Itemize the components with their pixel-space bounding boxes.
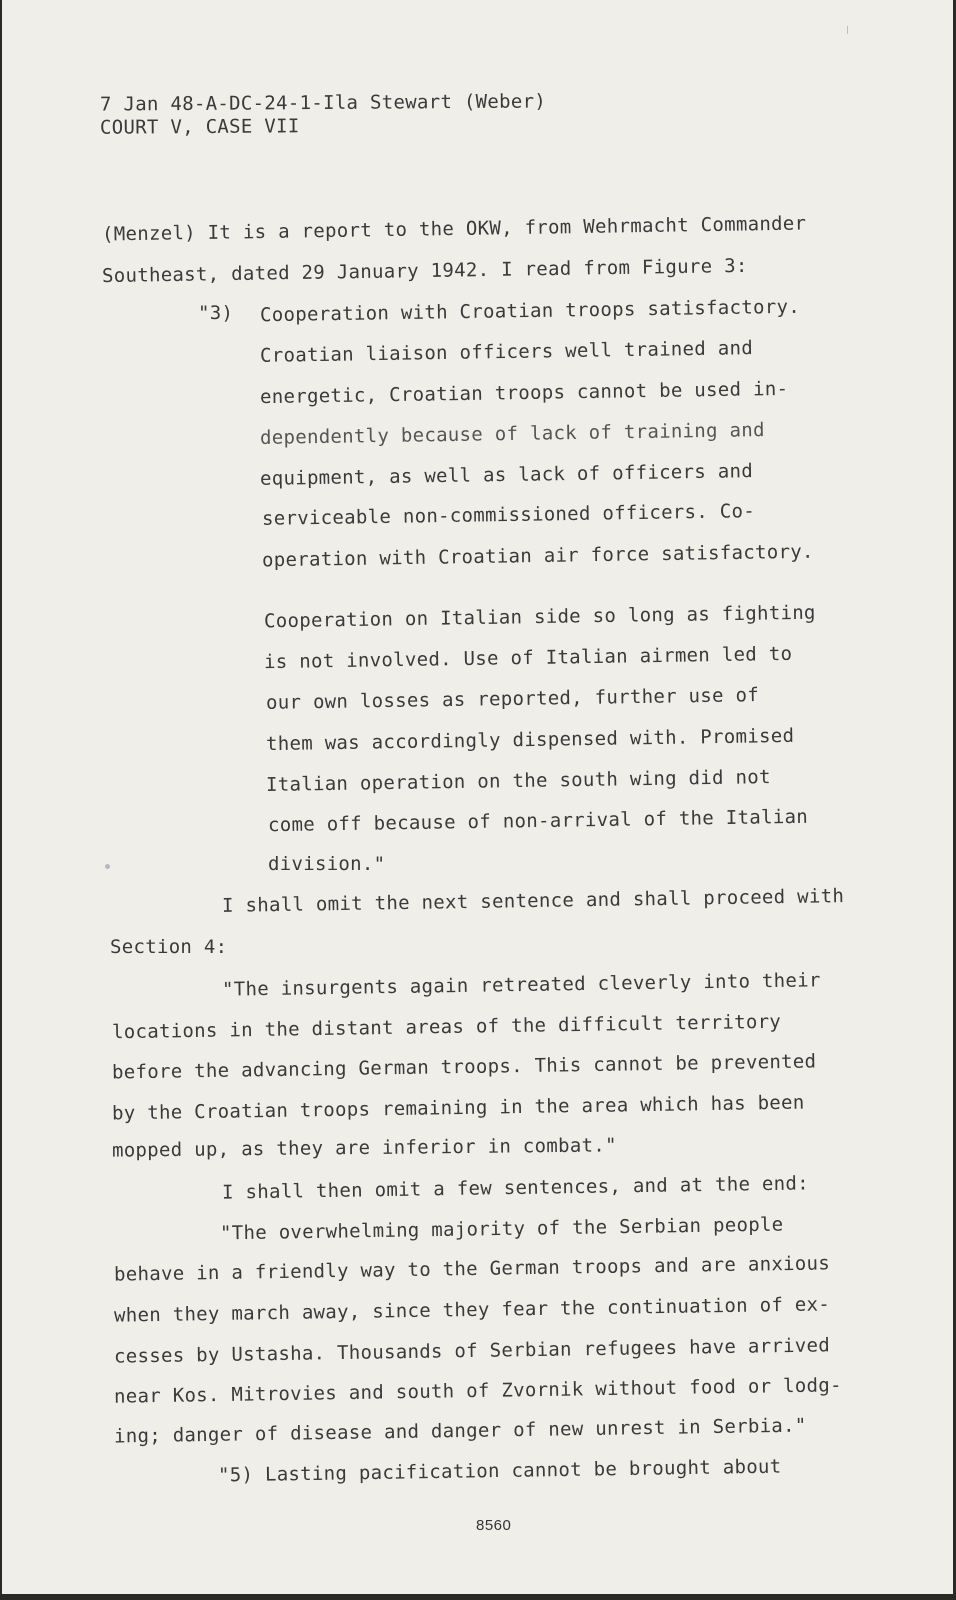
text-line: "5) Lasting pacification cannot be brought about	[217, 1455, 782, 1487]
text-line: ing; danger of disease and danger of new unrest in Serbia."	[113, 1414, 807, 1448]
text-line: Section 4:	[110, 936, 228, 958]
text-line: division."	[268, 853, 386, 875]
text-line: (Menzel) It is a report to the OKW, from Wehrmacht Commander	[101, 212, 807, 246]
text-line: cesses by Ustasha. Thousands of Serbian refugees have arrived	[113, 1334, 831, 1368]
text-line: Southeast, dated 29 January 1942. I read from Figure 3:	[101, 254, 748, 288]
text-line: near Kos. Mitrovies and south of Zvornik without food or lodg-	[113, 1374, 842, 1408]
text-line: operation with Croatian air force satisfactory.	[261, 540, 814, 572]
text-line: equipment, as well as lack of officers and	[259, 460, 754, 490]
text-line: I shall omit the next sentence and shall proceed with	[221, 885, 845, 917]
paper-speck	[105, 864, 110, 869]
page-number: 8560	[476, 1517, 512, 1534]
text-line: is not involved. Use of Italian airmen led to	[263, 642, 793, 674]
text-line: "The overwhelming majority of the Serbian people	[219, 1213, 784, 1245]
text-line: our own losses as reported, further use of	[265, 684, 760, 714]
text-line: dependently because of lack of training and	[259, 419, 765, 449]
header-line-2: COURT V, CASE VII	[99, 115, 300, 139]
document-page	[2, 0, 953, 1594]
text-line: when they march away, since they fear the continuation of ex-	[113, 1293, 831, 1327]
text-line: mopped up, as they are inferior in combat."	[111, 1134, 617, 1162]
text-line: Cooperation with Croatian troops satisfactory.	[259, 295, 801, 327]
text-line: I shall then omit a few sentences, and at the end:	[221, 1172, 810, 1204]
text-line: "The insurgents again retreated cleverly into their	[221, 969, 821, 1001]
text-line: locations in the distant areas of the difficult territory	[111, 1010, 782, 1044]
text-line: Italian operation on the south wing did not	[265, 766, 771, 796]
text-line: serviceable non-commissioned officers. Co-	[261, 500, 756, 530]
text-line: come off because of non-arrival of the Italian	[267, 805, 809, 837]
text-line: energetic, Croatian troops cannot be used in-	[259, 377, 789, 409]
text-line: before the advancing German troops. This cannot be prevented	[111, 1050, 817, 1084]
text-line: them was accordingly dispensed with. Promised	[265, 724, 795, 756]
text-line: behave in a friendly way to the German troops and are anxious	[113, 1252, 831, 1286]
text-line: Croatian liaison officers well trained and	[259, 337, 754, 367]
text-line: by the Croatian troops remaining in the area which has been	[111, 1091, 805, 1125]
list-marker: "3)	[198, 302, 234, 324]
paper-mark	[847, 26, 848, 34]
header-line-1: 7 Jan 48-A-DC-24-1-Ila Stewart (Weber)	[99, 90, 547, 116]
text-line: Cooperation on Italian side so long as fighting	[263, 601, 816, 633]
